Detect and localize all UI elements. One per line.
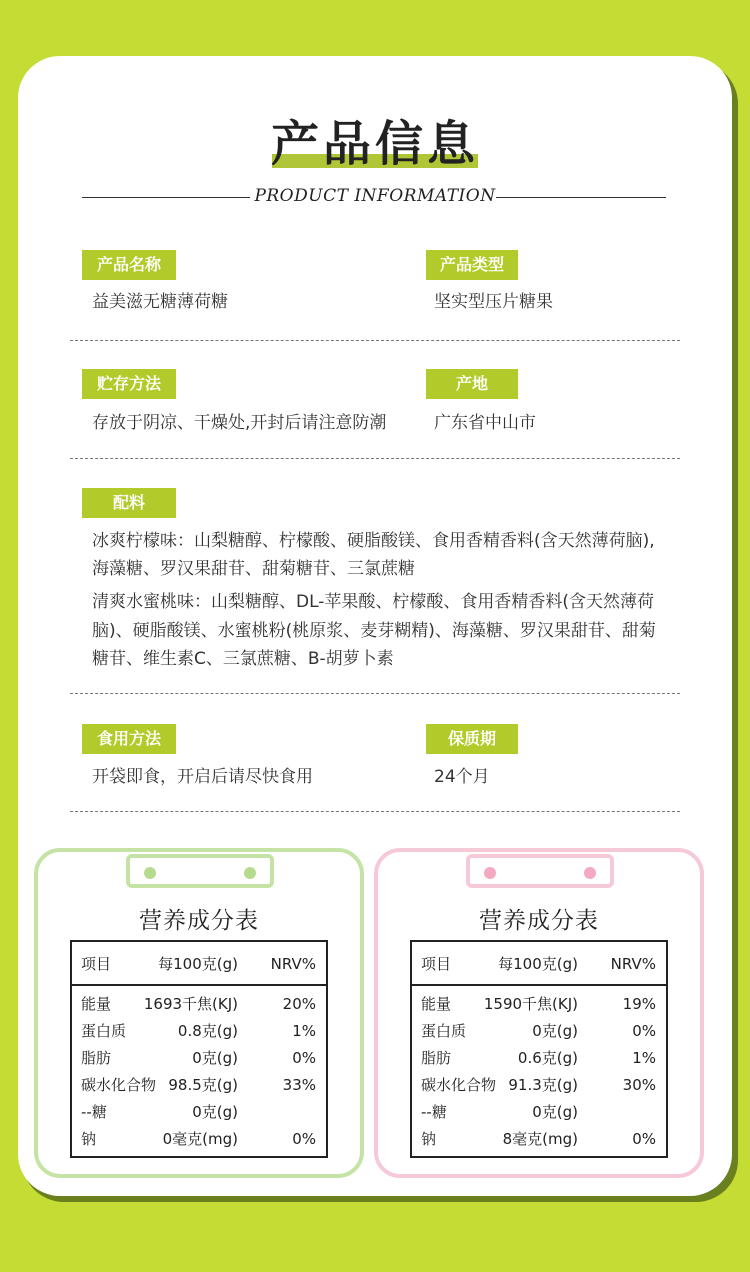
clip-dot [584, 867, 596, 879]
row-label: --糖 [421, 1103, 447, 1121]
row-label: 脂肪 [421, 1049, 452, 1067]
header-item: 项目 [421, 955, 452, 973]
row-label: 脂肪 [81, 1049, 112, 1067]
row-nrv: 19% [622, 995, 656, 1013]
row-label: 蛋白质 [81, 1022, 127, 1040]
nutrition-title: 营养成分表 [139, 908, 259, 934]
row-nrv: 20% [282, 995, 316, 1013]
row-nrv: 0% [632, 1022, 656, 1040]
row-nrv: 30% [622, 1076, 656, 1094]
row-amount: 91.3克(g) [508, 1076, 578, 1094]
row-label: 钠 [81, 1130, 97, 1148]
row-nrv: 33% [282, 1076, 316, 1094]
row-label: 能量 [81, 995, 112, 1013]
divider-4 [70, 811, 680, 812]
row-amount: 0毫克(mg) [162, 1130, 238, 1148]
usage-tag: 食用方法 [82, 724, 176, 754]
ingredients-lemon-line-1: 冰爽柠檬味：山梨糖醇、柠檬酸、硬脂酸镁、食用香精香料(含天然薄荷脑), [92, 531, 655, 551]
row-amount: 8毫克(mg) [502, 1130, 578, 1148]
clip-dot [484, 867, 496, 879]
clip-dot [144, 867, 156, 879]
product-name-tag: 产品名称 [82, 250, 176, 280]
storage-value: 存放于阴凉、干燥处,开封后请注意防潮 [92, 413, 387, 433]
nutrition-title: 营养成分表 [479, 908, 599, 934]
header-nrv: NRV% [270, 955, 316, 973]
row-amount: 0.8克(g) [177, 1022, 238, 1040]
row-label: 能量 [421, 995, 452, 1013]
origin-value: 广东省中山市 [434, 413, 536, 433]
ingredients-peach-line-1: 清爽水蜜桃味：山梨糖醇、DL-苹果酸、柠檬酸、食用香精香料(含天然薄荷 [92, 592, 655, 612]
row-label: 碳水化合物 [81, 1076, 157, 1094]
row-nrv: 0% [292, 1049, 316, 1067]
divider-2 [70, 458, 680, 459]
product-type-value: 坚实型压片糖果 [434, 292, 553, 312]
shelf-life-tag: 保质期 [426, 724, 518, 754]
header-per-100g: 每100克(g) [158, 955, 238, 973]
panel-clip [466, 854, 614, 888]
row-amount: 0克(g) [532, 1022, 578, 1040]
page-subtitle: PRODUCT INFORMATION [254, 186, 496, 206]
clip-dot [244, 867, 256, 879]
row-amount: 0.6克(g) [517, 1049, 578, 1067]
storage-tag: 贮存方法 [82, 369, 176, 399]
ingredients-peach-line-3: 糖苷、维生素C、三氯蔗糖、B-胡萝卜素 [92, 649, 394, 669]
title-wrap [18, 116, 732, 172]
shelf-life-value: 24个月 [434, 767, 490, 787]
row-label: 蛋白质 [421, 1022, 467, 1040]
row-nrv: 0% [632, 1130, 656, 1148]
product-type-tag: 产品类型 [426, 250, 518, 280]
row-amount: 0克(g) [192, 1049, 238, 1067]
row-label: 钠 [421, 1130, 437, 1148]
header-nrv: NRV% [610, 955, 656, 973]
row-nrv: 0% [292, 1130, 316, 1148]
nutrition-table [410, 940, 668, 1158]
row-amount: 0克(g) [192, 1103, 238, 1121]
row-nrv: 1% [292, 1022, 316, 1040]
row-amount: 1590千焦(KJ) [483, 995, 578, 1013]
origin-tag: 产地 [426, 369, 518, 399]
nutrition-panel-lemon [34, 848, 364, 1178]
nutrition-table-header [412, 942, 666, 986]
row-amount: 0克(g) [532, 1103, 578, 1121]
nutrition-table [70, 940, 328, 1158]
nutrition-table-header [72, 942, 326, 986]
usage-value: 开袋即食，开启后请尽快食用 [92, 767, 313, 787]
ingredients-tag: 配料 [82, 488, 176, 518]
divider-1 [70, 340, 680, 341]
nutrition-panel-peach [374, 848, 704, 1178]
product-info-card [18, 56, 732, 1196]
panel-clip [126, 854, 274, 888]
ingredients-peach-line-2: 脑)、硬脂酸镁、水蜜桃粉(桃原浆、麦芽糊精)、海藻糖、罗汉果甜苷、甜菊 [92, 621, 656, 641]
divider-3 [70, 693, 680, 694]
row-label: 碳水化合物 [421, 1076, 497, 1094]
header-item: 项目 [81, 955, 112, 973]
product-name-value: 益美滋无糖薄荷糖 [92, 292, 228, 312]
row-amount: 1693千焦(KJ) [143, 995, 238, 1013]
page-title: 产品信息 [270, 116, 479, 172]
header-per-100g: 每100克(g) [498, 955, 578, 973]
row-amount: 98.5克(g) [168, 1076, 238, 1094]
ingredients-lemon-line-2: 海藻糖、罗汉果甜苷、甜菊糖苷、三氯蔗糖 [92, 559, 415, 579]
row-nrv: 1% [632, 1049, 656, 1067]
row-label: --糖 [81, 1103, 107, 1121]
